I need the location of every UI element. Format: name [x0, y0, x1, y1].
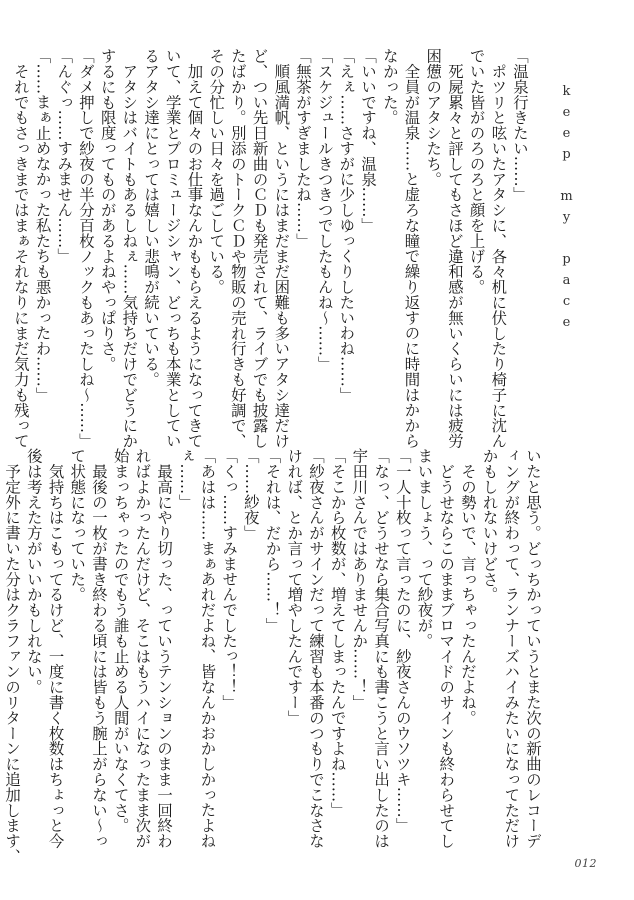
text-line: 「スケジュールきつきつでしたもんね～……」: [315, 48, 334, 372]
text-line: いたと思う。どっちかっていうとまた次の新曲のレコーデ: [524, 448, 542, 849]
text-line: でいた皆がのろのろと顔を上げる。: [467, 48, 486, 295]
text-line: 宇田川さんではありませんか……！」: [350, 448, 369, 710]
text-line: 順風満帆、というにはまだまだ困難も多いアタシ達だけ: [272, 48, 291, 449]
text-line: その勢いで、言っちゃったんだよね。: [458, 448, 477, 726]
text-line: ィングが終わって、ランナーズハイみたいになってただけ: [502, 448, 521, 849]
text-line: 最後の一枚が書き終わる頃には皆もう腕上がらない～っ: [89, 448, 108, 849]
text-line: 「紗夜さんがサインだって練習も本番のつもりでこなさな: [306, 448, 325, 849]
text-line: その分忙しい日々を過ごしている。: [207, 48, 226, 295]
text-line: 「……まぁ止めなかった私たちも悪かったわ……」: [33, 48, 52, 403]
text-line: するにも限度ってものがあるよねやっぱりさ。: [98, 48, 117, 372]
text-line: 「んぐっ……すみません……」: [55, 48, 74, 264]
page-title: keep my pace: [559, 84, 574, 336]
text-line: 「……紗夜」: [241, 448, 260, 541]
text-line: なかった。: [380, 48, 399, 125]
text-line: 「えぇ……さすがに少しゆっくりしたいわね……」: [337, 48, 356, 403]
text-line: 「ダメ押しで紗夜の半分百枚ノックもあったしね～……」: [76, 48, 95, 449]
text-line: 加えて個々のお仕事なんかももらえるようになってきて: [185, 48, 204, 449]
text-line: ど、つい先日新曲のＣＤも発売されて、ライブでも披露し: [250, 48, 269, 449]
text-line: 最高にやり切った、っていうテンションのまま一回終わ: [155, 448, 174, 849]
text-line: 「それは、だから……！」: [263, 448, 282, 633]
text-line: まいましょう、って紗夜が。: [415, 448, 434, 649]
text-line: るアタシ達にとっては嬉しい悲鳴が続いている。: [142, 48, 161, 387]
text-line: 「なっ、どうせなら集合写真にも書こうと言い出したのは: [372, 448, 391, 849]
text-line: ぇ……」: [176, 448, 195, 510]
text-line: 「そこから枚数が、増えてしまったんですよね……」: [328, 448, 347, 818]
text-line: ポツリと呟いたアタシに、各々机に伏したり椅子に沈ん: [489, 48, 508, 449]
top-text-block: [9, 48, 530, 449]
text-line: ければ、とか言って増やしたんですー」: [285, 448, 304, 726]
page-number: 012: [574, 857, 597, 870]
text-line: 後は考えた方がいいかもしれない。: [24, 448, 43, 695]
text-line: 死屍累々と評してもさほど違和感が無いくらいには疲労: [445, 48, 464, 449]
text-line: 「一人十枚って言ったのに、紗夜さんのウソツキ……」: [393, 448, 412, 833]
text-line: 予定外に書いた分はクラファンのリターンに追加します、: [3, 448, 22, 864]
text-line: 「くっ……すみませんでしたっ！！」: [220, 448, 239, 710]
text-line: 「いいですね、温泉……」: [359, 48, 378, 233]
text-line: て状態になっていた。: [68, 448, 87, 602]
text-line: ればよかったんだけど、そこはもうハイになったまま次が: [133, 448, 152, 849]
text-line: たばかり。別添のトークＣＤや物販の売れ行きも好調で、: [228, 48, 247, 449]
text-line: いて、学業とプロミュージシャン、どっちも本業としてい: [163, 48, 182, 449]
text-line: それでもさっきまではまぁそれなりにまだ気力も残って: [11, 48, 30, 449]
text-line: 困憊のアタシたち。: [424, 48, 443, 187]
text-line: 始まっちゃったのでもう誰も止める人間がいなくてさ。: [111, 448, 130, 833]
text-line: 「温泉行きたい……」: [511, 48, 529, 202]
text-line: 「無茶がすぎましたね……」: [293, 48, 312, 249]
text-line: 全員が温泉……と虚ろな瞳で繰り返すのに時間はかから: [402, 48, 421, 449]
text-line: 気持ちはこもってるけど、一度に書く枚数はちょっと今: [46, 448, 65, 849]
text-line: 「あはは……まぁあれだよね、皆なんかおかしかったよね: [198, 448, 217, 849]
text-line: アタシはバイトもあるしねぇ……気持ちだけでどうにか: [120, 48, 139, 449]
text-line: どうせならこのままブロマイドのサインも終わらせてし: [437, 448, 456, 849]
bottom-text-block: [0, 448, 543, 864]
text-line: かもしれないけどさ。: [480, 448, 499, 602]
